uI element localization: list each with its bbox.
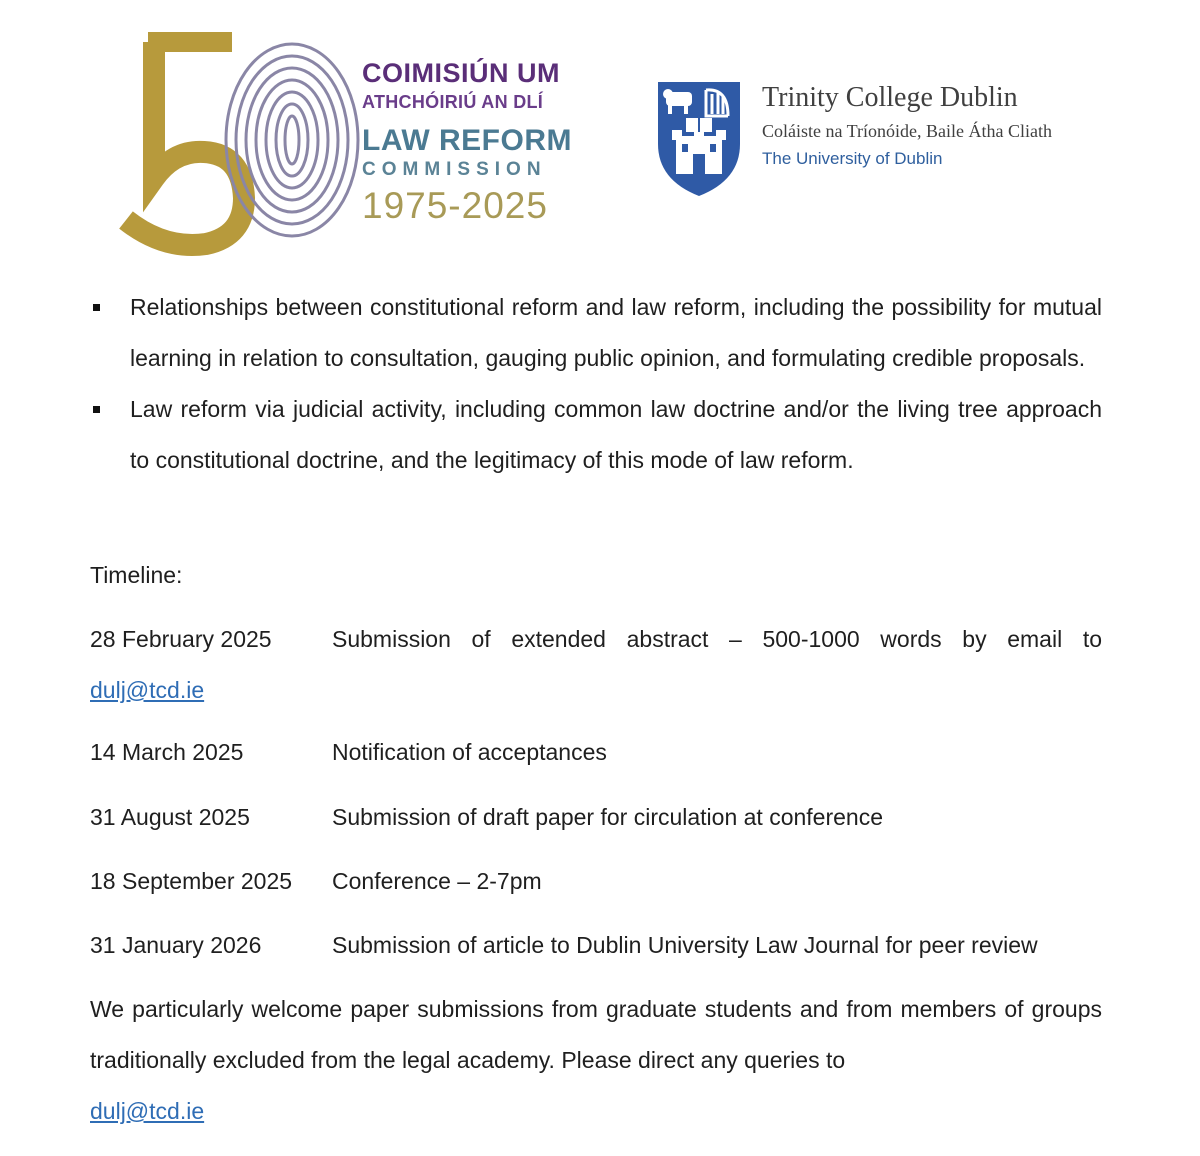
- list-item-text: Law reform via judicial activity, including common law doctrine and/or the living tree approach to constitutional doctrine, and the legitimacy of this mode of law reform.: [130, 396, 1102, 473]
- email-link[interactable]: dulj@tcd.ie: [90, 1098, 205, 1124]
- bullet-square-icon: [93, 304, 100, 311]
- tcd-irish-name: Coláiste na Tríonóide, Baile Átha Cliath: [762, 121, 1052, 141]
- trinity-college-dublin-logo: [656, 80, 1076, 202]
- timeline-date: 18 September 2025: [90, 868, 293, 894]
- email-link[interactable]: dulj@tcd.ie: [90, 677, 205, 703]
- tcd-university-name: The University of Dublin: [762, 149, 943, 168]
- timeline-date: 14 March 2025: [90, 739, 244, 765]
- bullet-square-icon: [93, 406, 100, 413]
- timeline-date: 31 August 2025: [90, 804, 250, 830]
- law-reform-commission-logo: [92, 30, 572, 258]
- timeline-description: Submission of draft paper for circulation at conference: [332, 804, 884, 830]
- closing-text: We particularly welcome paper submissions from graduate students and from members of groups traditionally excluded from the legal academy. Please direct any queries to: [90, 996, 1102, 1073]
- timeline-email-line: [90, 665, 204, 716]
- lrc-english-line-2: COMMISSION: [362, 159, 547, 180]
- timeline-row: [90, 614, 1102, 716]
- timeline-description: Submission of article to Dublin University Law Journal for peer review: [332, 932, 1038, 958]
- topics-list: [90, 282, 1102, 486]
- list-item: [90, 282, 1102, 384]
- timeline-date: 31 January 2026: [90, 932, 262, 958]
- timeline-date: 28 February 2025: [90, 626, 272, 652]
- timeline-description: Notification of acceptances: [332, 739, 607, 765]
- lrc-years: 1975-2025: [362, 185, 548, 226]
- closing-paragraph: [90, 984, 1102, 1137]
- lrc-irish-line-2: ATHCHÓIRIÚ AN DLÍ: [362, 92, 544, 112]
- timeline-description: Submission of extended abstract – 500-1000 words by email to: [332, 626, 1102, 652]
- tcd-crest-icon: [656, 80, 742, 198]
- tcd-name: Trinity College Dublin: [762, 82, 1018, 113]
- timeline-heading: Timeline:: [90, 562, 183, 588]
- lrc-irish-line-1: COIMISIÚN UM: [362, 58, 560, 88]
- list-item-text: Relationships between constitutional reform and law reform, including the possibility for mutual learning in relation to consultation, gauging public opinion, and formulating credible proposals.: [130, 294, 1102, 371]
- fifty-years-emblem-icon: [92, 30, 362, 258]
- timeline-description: Conference – 2-7pm: [332, 868, 542, 894]
- lrc-english-line-1: LAW REFORM: [362, 124, 572, 157]
- lrc-wordmark: [362, 58, 572, 228]
- list-item: [90, 384, 1102, 486]
